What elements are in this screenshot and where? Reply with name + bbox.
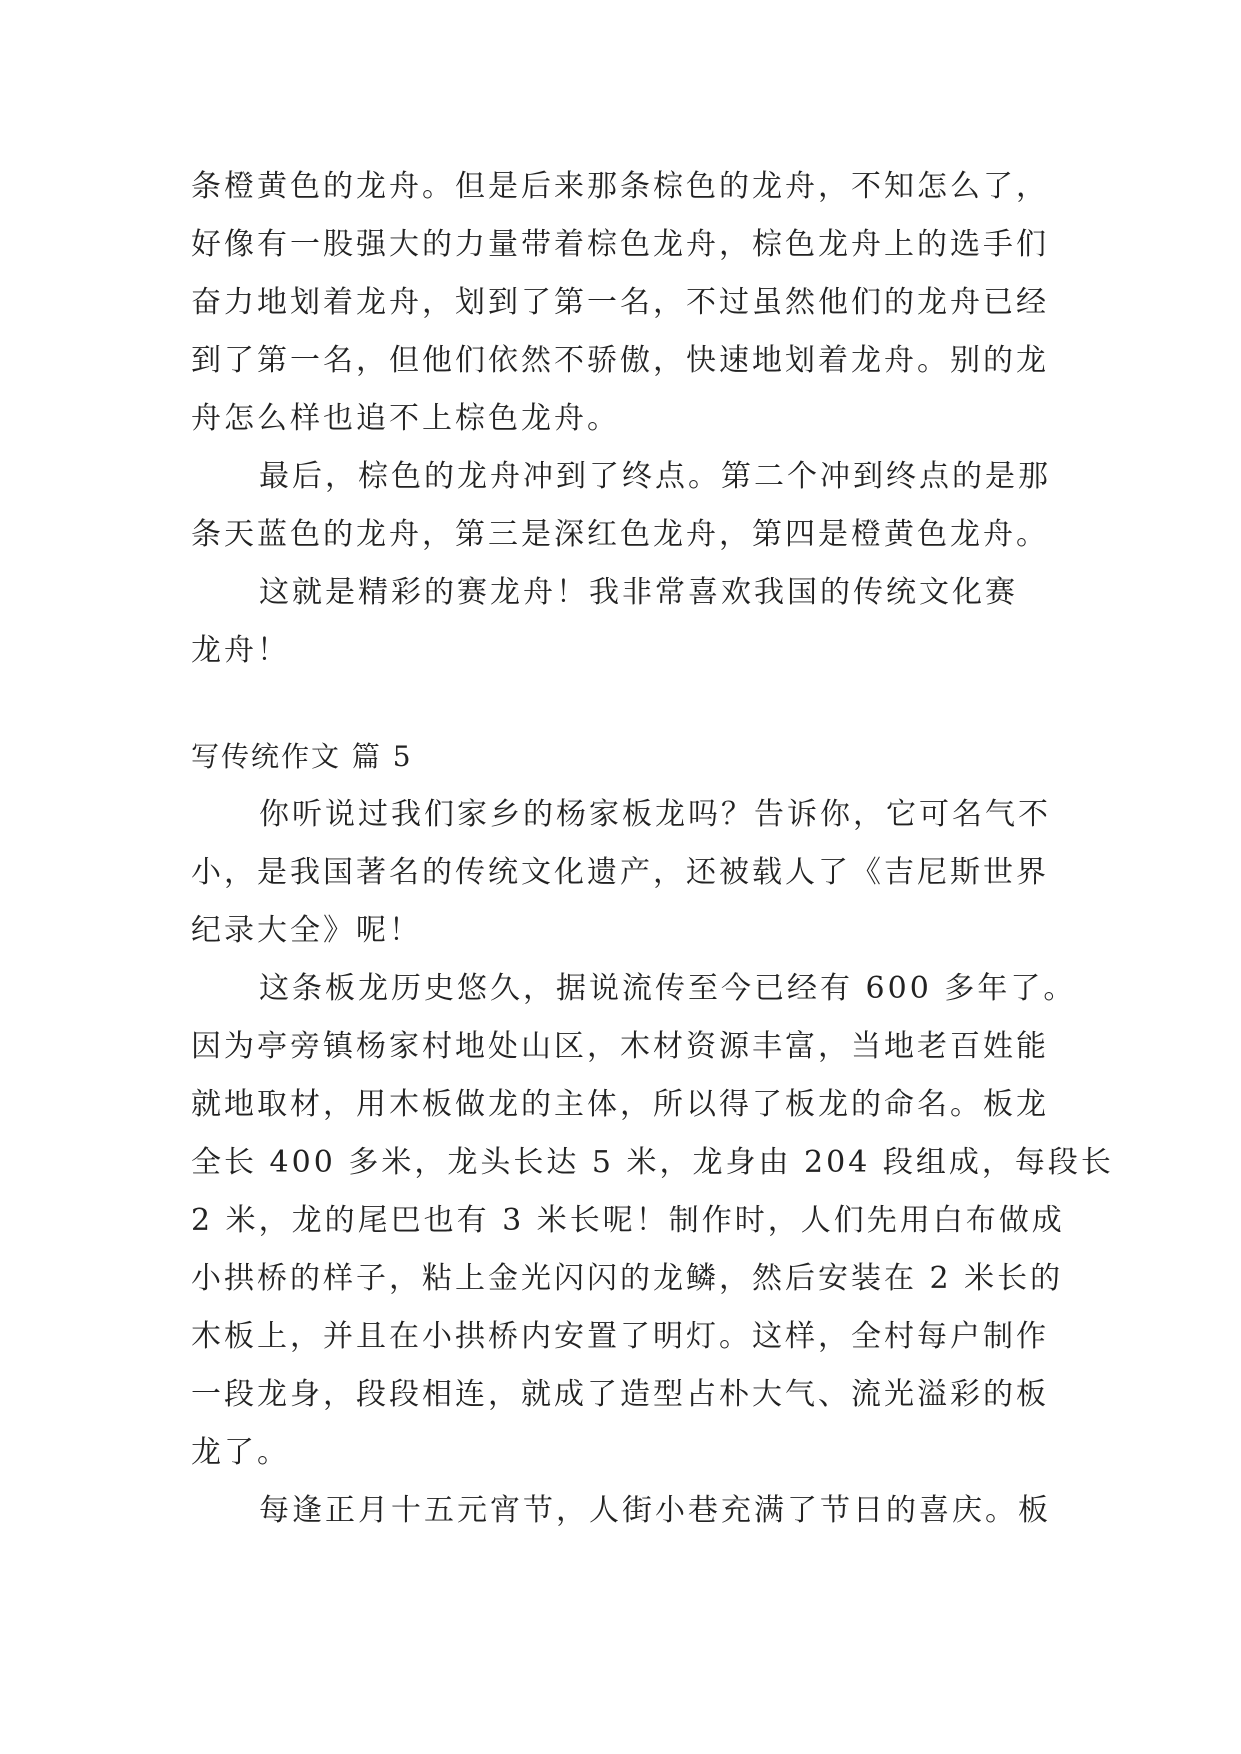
text-line: 这就是精彩的赛龙舟！我非常喜欢我国的传统文化赛 [259,575,1018,610]
text-line: 木板上，并且在小拱桥内安置了明灯。这样，全村每户制作 [191,1319,1049,1354]
text-line: 到了第一名，但他们依然不骄傲，快速地划着龙舟。别的龙 [191,343,1049,378]
text-line: 一段龙身，段段相连，就成了造型占朴大气、流光溢彩的板 [191,1377,1049,1412]
text-line: 纪录大全》呢！ [191,913,422,948]
text-line: 每逢正月十五元宵节，人街小巷充满了节日的喜庆。板 [259,1493,1051,1528]
text-line: 最后，棕色的龙舟冲到了终点。第二个冲到终点的是那 [259,459,1051,494]
paragraph [191,1482,1071,1540]
paragraph [191,564,1071,680]
document-body [191,158,1114,1540]
paragraph [191,786,1071,960]
text-line: 2 米，龙的尾巴也有 3 米长呢！制作时，人们先用白布做成 [191,1203,1065,1238]
text-line: 龙舟！ [191,633,290,668]
text-line: 龙了。 [191,1435,290,1470]
text-line: 条天蓝色的龙舟，第三是深红色龙舟，第四是橙黄色龙舟。 [191,517,1049,552]
text-line: 舟怎么样也追不上棕色龙舟。 [191,401,620,436]
text-line: 小拱桥的样子，粘上金光闪闪的龙鳞，然后安装在 2 米长的 [191,1261,1064,1296]
section-heading: 写传统作文 篇 5 [191,740,413,773]
text-line: 全长 400 多米，龙头长达 5 米，龙身由 204 段组成，每段长 [191,1145,1114,1180]
text-line: 条橙黄色的龙舟。但是后来那条棕色的龙舟，不知怎么了， [191,169,1049,204]
paragraph [191,960,1114,1482]
text-line: 好像有一股强大的力量带着棕色龙舟，棕色龙舟上的选手们 [191,227,1049,262]
paragraph [191,448,1071,564]
section-spacer [191,680,1071,728]
text-line: 你听说过我们家乡的杨家板龙吗？告诉你，它可名气不 [259,797,1051,832]
text-line: 奋力地划着龙舟，划到了第一名，不过虽然他们的龙舟已经 [191,285,1049,320]
text-line: 因为亭旁镇杨家村地处山区，木材资源丰富，当地老百姓能 [191,1029,1049,1064]
paragraph [191,158,1071,448]
text-line: 这条板龙历史悠久，据说流传至今已经有 600 多年了。 [259,971,1077,1006]
text-line: 就地取材，用木板做龙的主体，所以得了板龙的命名。板龙 [191,1087,1049,1122]
text-line: 小，是我国著名的传统文化遗产，还被载人了《吉尼斯世界 [191,855,1049,890]
